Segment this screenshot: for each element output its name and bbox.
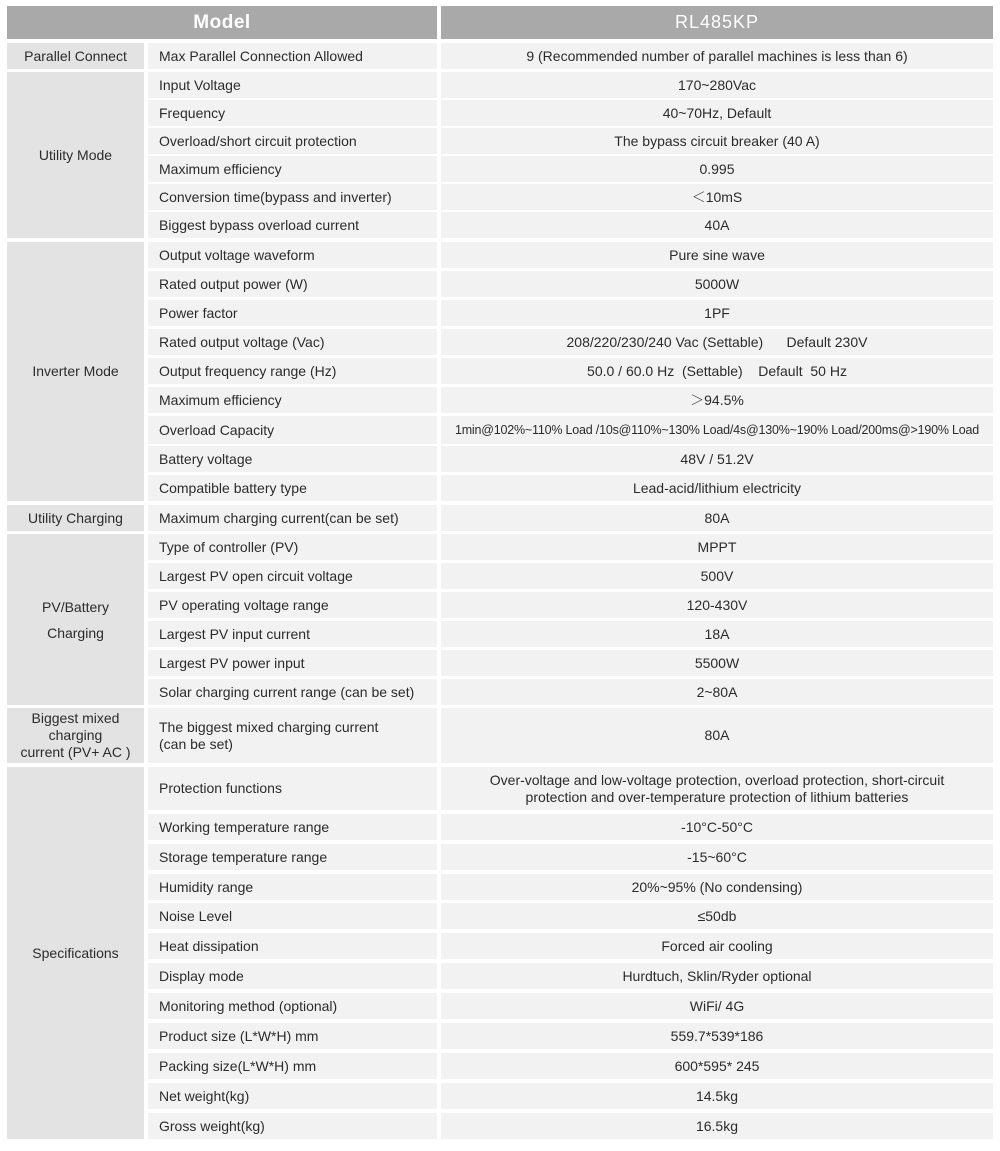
spec-value-humidity-range: 20%~95% (No condensing) bbox=[441, 874, 993, 900]
spec-label: Output frequency range (Hz) bbox=[148, 358, 437, 384]
spec-label: Largest PV power input bbox=[148, 650, 437, 676]
spec-label: Overload/short circuit protection bbox=[148, 128, 437, 154]
spec-label: Compatible battery type bbox=[148, 475, 437, 501]
spec-value-the-biggest-mixed-charging-current-can-b: 80A bbox=[441, 708, 993, 763]
spec-label: Product size (L*W*H) mm bbox=[148, 1023, 437, 1049]
spec-label: Noise Level bbox=[148, 903, 437, 929]
spec-label: Rated output voltage (Vac) bbox=[148, 329, 437, 355]
spec-label: Solar charging current range (can be set) bbox=[148, 679, 437, 705]
spec-value-pv-operating-voltage-range: 120-430V bbox=[441, 592, 993, 618]
spec-value-output-voltage-waveform: Pure sine wave bbox=[441, 242, 993, 268]
spec-label: Net weight(kg) bbox=[148, 1083, 437, 1109]
spec-value-largest-pv-open-circuit-voltage: 500V bbox=[441, 563, 993, 589]
model-name-header: RL485KP bbox=[441, 6, 993, 39]
spec-value-input-voltage: 170~280Vac bbox=[441, 72, 993, 98]
spec-value-noise-level: ≤50db bbox=[441, 903, 993, 929]
spec-label: Conversion time(bypass and inverter) bbox=[148, 184, 437, 210]
spec-value-power-factor: 1PF bbox=[441, 300, 993, 326]
spec-label: Output voltage waveform bbox=[148, 242, 437, 268]
spec-value-monitoring-method-optional: WiFi/ 4G bbox=[441, 993, 993, 1019]
spec-value-solar-charging-current-range-can-be-set: 2~80A bbox=[441, 679, 993, 705]
spec-label: Storage temperature range bbox=[148, 844, 437, 870]
spec-value-output-frequency-range-hz: 50.0 / 60.0 Hz (Settable) Default 50 Hz bbox=[441, 358, 993, 384]
spec-value-working-temperature-range: -10°C-50°C bbox=[441, 814, 993, 840]
spec-value-biggest-bypass-overload-current: 40A bbox=[441, 212, 993, 238]
spec-label: Max Parallel Connection Allowed bbox=[148, 43, 437, 69]
spec-label: Gross weight(kg) bbox=[148, 1113, 437, 1139]
spec-value-gross-weight-kg: 16.5kg bbox=[441, 1113, 993, 1139]
spec-value-rated-output-power-w: 5000W bbox=[441, 271, 993, 297]
spec-label: Largest PV input current bbox=[148, 621, 437, 647]
spec-label: Biggest bypass overload current bbox=[148, 212, 437, 238]
spec-value-max-parallel-connection-allowed: 9 (Recommended number of parallel machines is less than 6) bbox=[441, 43, 993, 69]
section-pv-battery-charging: PV/Battery Charging bbox=[7, 534, 144, 705]
spec-value-protection-functions: Over-voltage and low-voltage protection, overload protection, short-circuit protection and over-temperature protection of lithium batteries bbox=[441, 767, 993, 810]
spec-label: Packing size(L*W*H) mm bbox=[148, 1053, 437, 1079]
spec-label: Display mode bbox=[148, 963, 437, 989]
spec-label: Maximum efficiency bbox=[148, 156, 437, 182]
spec-label: Frequency bbox=[148, 100, 437, 126]
spec-value-conversion-time-bypass-and-inverter: ＜10mS bbox=[441, 184, 993, 210]
spec-value-net-weight-kg: 14.5kg bbox=[441, 1083, 993, 1109]
spec-value-maximum-charging-current-can-be-set: 80A bbox=[441, 505, 993, 531]
spec-value-heat-dissipation: Forced air cooling bbox=[441, 933, 993, 959]
spec-label: Heat dissipation bbox=[148, 933, 437, 959]
spec-label: Humidity range bbox=[148, 874, 437, 900]
spec-value-maximum-efficiency: ＞94.5% bbox=[441, 387, 993, 413]
spec-label: The biggest mixed charging current (can be set) bbox=[148, 708, 437, 763]
spec-value-overload-short-circuit-protection: The bypass circuit breaker (40 A) bbox=[441, 128, 993, 154]
spec-value-display-mode: Hurdtuch, Sklin/Ryder optional bbox=[441, 963, 993, 989]
model-header: Model bbox=[7, 6, 437, 39]
section-parallel-connect: Parallel Connect bbox=[7, 43, 144, 69]
section-utility-charging: Utility Charging bbox=[7, 505, 144, 531]
spec-value-overload-capacity: 1min@102%~110% Load /10s@110%~130% Load/4s@130%~190% Load/200ms@>190% Load bbox=[441, 416, 993, 444]
spec-label: Largest PV open circuit voltage bbox=[148, 563, 437, 589]
spec-label: Working temperature range bbox=[148, 814, 437, 840]
spec-label: Rated output power (W) bbox=[148, 271, 437, 297]
spec-value-largest-pv-input-current: 18A bbox=[441, 621, 993, 647]
section-utility-mode: Utility Mode bbox=[7, 72, 144, 238]
spec-value-frequency: 40~70Hz, Default bbox=[441, 100, 993, 126]
spec-value-rated-output-voltage-vac: 208/220/230/240 Vac (Settable) Default 230V bbox=[441, 329, 993, 355]
spec-value-storage-temperature-range: -15~60°C bbox=[441, 844, 993, 870]
spec-value-packing-size-l-w-h-mm: 600*595* 245 bbox=[441, 1053, 993, 1079]
spec-label: Input Voltage bbox=[148, 72, 437, 98]
section-biggest-mixed-charging-current-pv-ac: Biggest mixed charging current (PV+ AC ) bbox=[7, 708, 144, 763]
spec-value-type-of-controller-pv: MPPT bbox=[441, 534, 993, 560]
spec-label: Overload Capacity bbox=[148, 416, 437, 444]
spec-label: Battery voltage bbox=[148, 446, 437, 472]
spec-value-battery-voltage: 48V / 51.2V bbox=[441, 446, 993, 472]
spec-value-product-size-l-w-h-mm: 559.7*539*186 bbox=[441, 1023, 993, 1049]
spec-value-compatible-battery-type: Lead-acid/lithium electricity bbox=[441, 475, 993, 501]
spec-label: PV operating voltage range bbox=[148, 592, 437, 618]
spec-label: Maximum charging current(can be set) bbox=[148, 505, 437, 531]
spec-value-largest-pv-power-input: 5500W bbox=[441, 650, 993, 676]
section-inverter-mode: Inverter Mode bbox=[7, 242, 144, 501]
spec-label: Type of controller (PV) bbox=[148, 534, 437, 560]
spec-label: Monitoring method (optional) bbox=[148, 993, 437, 1019]
spec-value-maximum-efficiency: 0.995 bbox=[441, 156, 993, 182]
spec-label: Protection functions bbox=[148, 767, 437, 810]
spec-label: Power factor bbox=[148, 300, 437, 326]
section-specifications: Specifications bbox=[7, 767, 144, 1139]
spec-label: Maximum efficiency bbox=[148, 387, 437, 413]
